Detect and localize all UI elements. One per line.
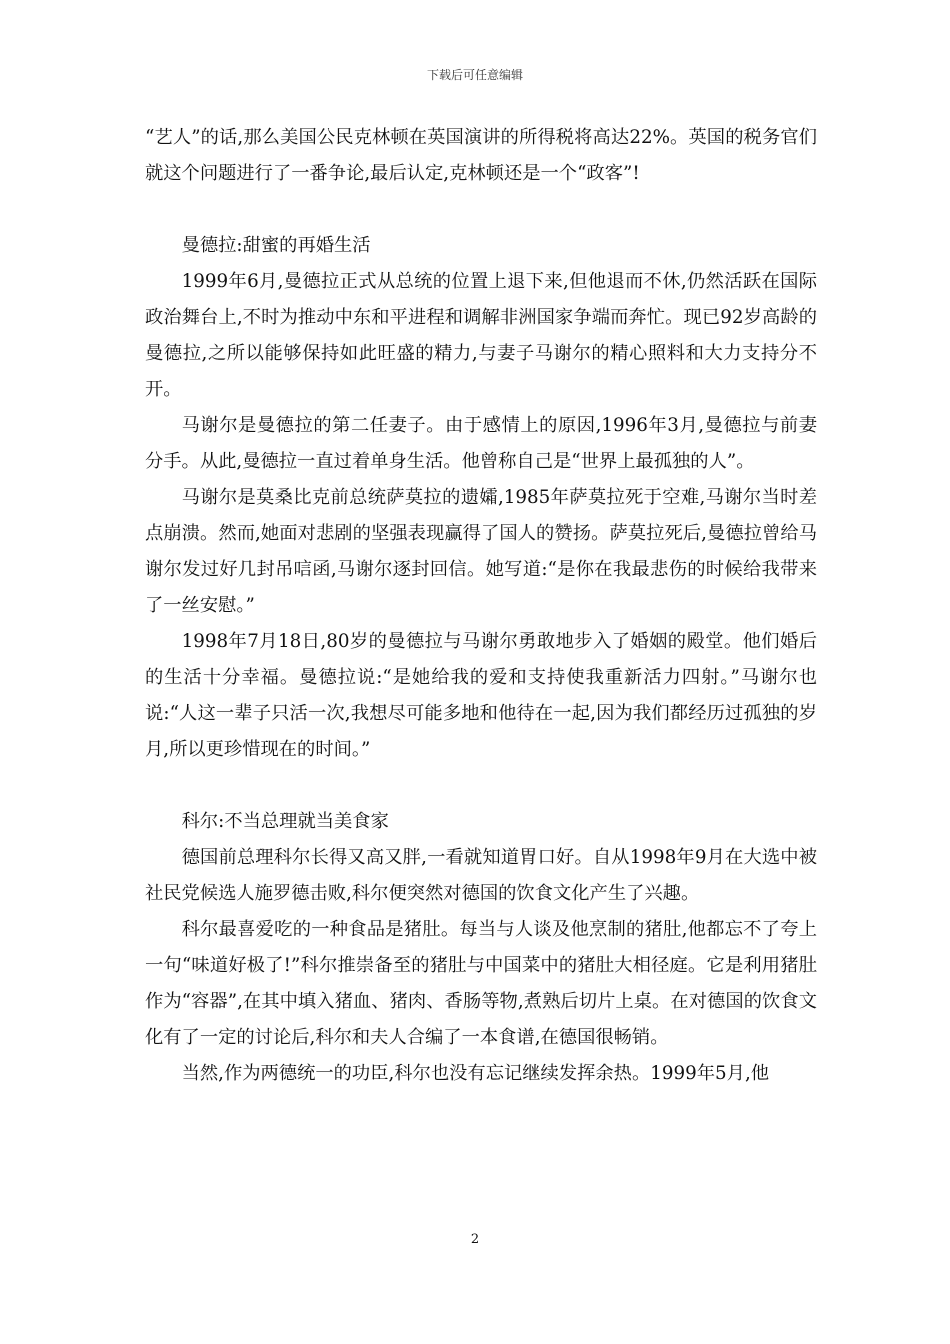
paragraph-continuation: “艺人”的话,那么美国公民克林顿在英国演讲的所得税将高达22%。英国的税务官们就这个问题进行了一番争论,最后认定,克林顿还是一个“政客”! [145,127,817,184]
paragraph: 马谢尔是曼德拉的第二任妻子。由于感情上的原因,1996年3月,曼德拉与前妻分手。从此,曼德拉一直过着单身生活。他曾称自己是“世界上最孤独的人”。 [145,415,817,472]
section-heading-kohl: 科尔:不当总理就当美食家 [181,811,389,832]
section-heading-mandela: 曼德拉:甜蜜的再婚生活 [181,235,371,256]
paragraph: 科尔最喜爱吃的一种食品是猪肚。每当与人谈及他烹制的猪肚,他都忘不了夸上一句“味道好极了!”科尔推崇备至的猪肚与中国菜中的猪肚大相径庭。它是利用猪肚作为“容器”,在其中填入猪血、猪肉、香肠等物,煮熟后切片上桌。在对德国的饮食文化有了一定的讨论后,科尔和夫人合编了一本食谱,在德国很畅销。 [145,919,817,1048]
paragraph: 马谢尔是莫桑比克前总统萨莫拉的遗孀,1985年萨莫拉死于空难,马谢尔当时差点崩溃。然而,她面对悲剧的坚强表现赢得了国人的赞扬。萨莫拉死后,曼德拉曾给马谢尔发过好几封吊唁函,马谢尔逐封回信。她写道:“是你在我最悲伤的时候给我带来了一丝安慰。” [145,487,817,616]
paragraph: 当然,作为两德统一的功臣,科尔也没有忘记继续发挥余热。1999年5月,他 [181,1063,770,1084]
document-body [145,120,817,1092]
paragraph: 1999年6月,曼德拉正式从总统的位置上退下来,但他退而不休,仍然活跃在国际政治舞台上,不时为推动中东和平进程和调解非洲国家争端而奔忙。现已92岁高龄的曼德拉,之所以能够保持如此旺盛的精力,与妻子马谢尔的精心照料和大力支持分不开。 [145,271,817,400]
page-header: 下载后可任意编辑 [426,68,523,82]
page-number: 2 [470,1232,480,1247]
paragraph: 1998年7月18日,80岁的曼德拉与马谢尔勇敢地步入了婚姻的殿堂。他们婚后的生活十分幸福。曼德拉说:“是她给我的爱和支持使我重新活力四射。”马谢尔也说:“人这一辈子只活一次,我想尽可能多地和他待在一起,因为我们都经历过孤独的岁月,所以更珍惜现在的时间。” [145,631,817,760]
paragraph: 德国前总理科尔长得又高又胖,一看就知道胃口好。自从1998年9月在大选中被社民党候选人施罗德击败,科尔便突然对德国的饮食文化产生了兴趣。 [145,847,817,904]
